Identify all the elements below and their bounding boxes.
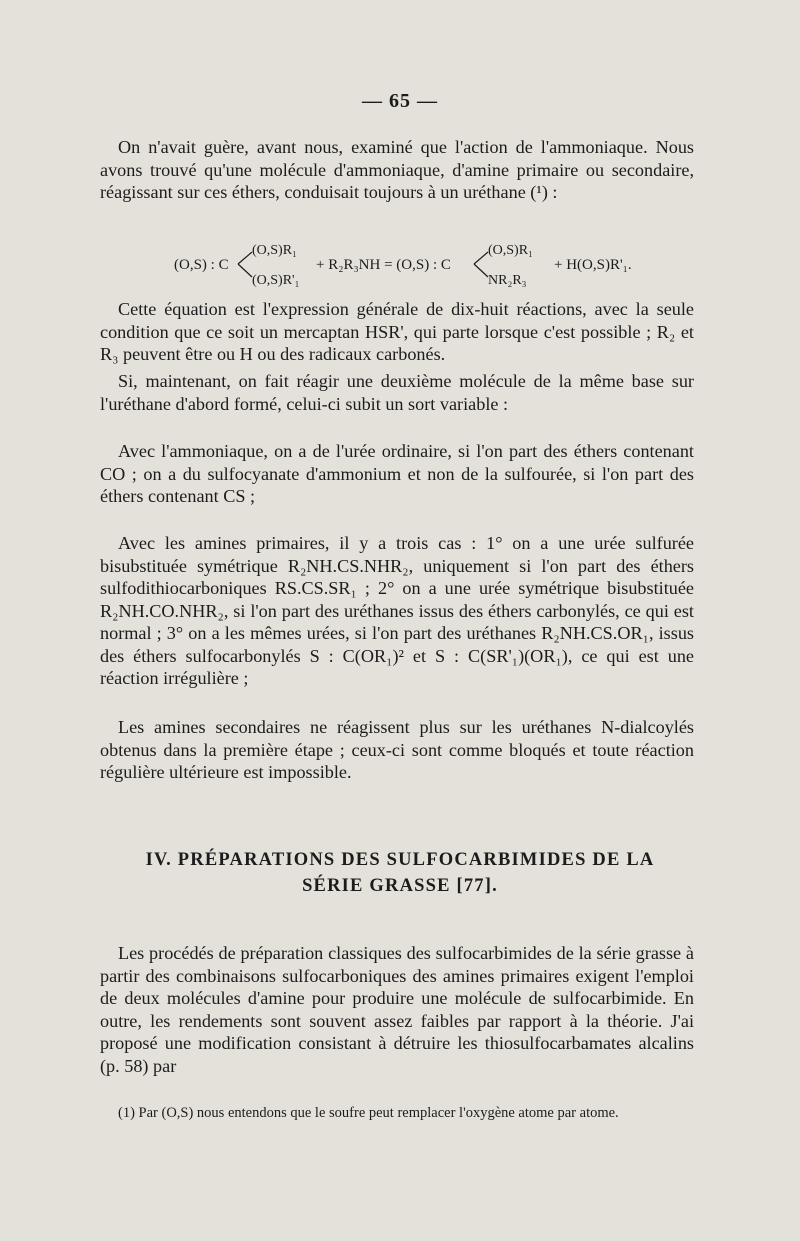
paragraph-equation: Cette équation est l'expression générale de dix-huit réactions, avec la seule condition que ce soit un mercaptan HSR', qui parte lorsque c'est possible ; R₂ et R₃ peuvent être ou H ou des radicaux carbonés. bbox=[100, 299, 694, 364]
paragraph-preparation: Les procédés de préparation classiques des sulfocarbimides de la série grasse à partir des combinaisons sulfocarboniques des amines primaires exigent l'emploi de deux molécules d'amine pour produire une molécule de sulfocarbimide. En outre, les rendements sont souvent assez faibles par rapport à la théorie. J'ai proposé une modification consistant à détruire les thiosulfocarbamates alcalins (p. 58) par bbox=[100, 943, 694, 1076]
formula-bottom1: (O,S)R'₁ bbox=[252, 273, 300, 288]
formula-right: + H(O,S)R'₁. bbox=[554, 257, 632, 273]
bond-line bbox=[238, 264, 252, 277]
paragraph-secondary-amines: Les amines secondaires ne réagissent plus sur les uréthanes N-dialcoylés obtenus dans la première étape ; ceux-ci sont comme bloqués et toute réaction régulière ultérieure est impossible. bbox=[100, 717, 694, 782]
bond-line bbox=[474, 264, 488, 277]
page-number: — 65 — bbox=[362, 90, 438, 112]
section-heading-line1: IV. PRÉPARATIONS DES SULFOCARBIMIDES DE LA bbox=[145, 850, 655, 870]
paragraph-primary-amines: Avec les amines primaires, il y a trois cas : 1° on a une urée sulfurée bisubstituée symétrique R₂NH.CS.NHR₂, uniquement si l'on part des éthers sulfodithiocarboniques RS.CS.SR₁ ; 2° on a une urée symétrique bisubstituée R₂NH.CO.NHR₂, si l'on part des uréthanes issus des éthers carbonylés, ce qui est normal ; 3° on a les mêmes urées, si l'on part des uréthanes R₂NH.CS.OR₁, issus des éthers sulfocarbonylés S : C(OR₁)² et S : C(SR'₁)(OR₁), ce qui est une réaction irrégulière ; bbox=[100, 533, 694, 688]
formula-bottom2: NR₂R₃ bbox=[488, 273, 527, 288]
bond-line bbox=[474, 252, 488, 264]
section-heading-line2: SÉRIE GRASSE [77]. bbox=[302, 876, 498, 896]
formula-middle: + R₂R₃NH = (O,S) : C bbox=[316, 257, 451, 273]
formula-left: (O,S) : C bbox=[174, 257, 229, 273]
footnote: (1) Par (O,S) nous entendons que le soufre peut remplacer l'oxygène atome par atome. bbox=[118, 1105, 619, 1121]
paragraph-intro: On n'avait guère, avant nous, examiné que l'action de l'ammoniaque. Nous avons trouvé qu'une molécule d'ammoniaque, d'amine primaire ou secondaire, réagissant sur ces éthers, conduisait toujours à un uréthane (¹) : bbox=[100, 137, 694, 202]
formula-top1: (O,S)R₁ bbox=[252, 243, 297, 258]
formula-svg bbox=[168, 240, 648, 288]
paragraph-second-molecule: Si, maintenant, on fait réagir une deuxième molécule de la même base sur l'uréthane d'abord formé, celui-ci subit un sort variable : bbox=[100, 371, 694, 414]
reaction-formula bbox=[168, 240, 648, 288]
formula-top2: (O,S)R₁ bbox=[488, 243, 533, 258]
paragraph-ammonia: Avec l'ammoniaque, on a de l'urée ordinaire, si l'on part des éthers contenant CO ; on a du sulfocyanate d'ammonium et non de la sulfourée, si l'on part des éthers contenant CS ; bbox=[100, 441, 694, 506]
bond-line bbox=[238, 252, 252, 264]
